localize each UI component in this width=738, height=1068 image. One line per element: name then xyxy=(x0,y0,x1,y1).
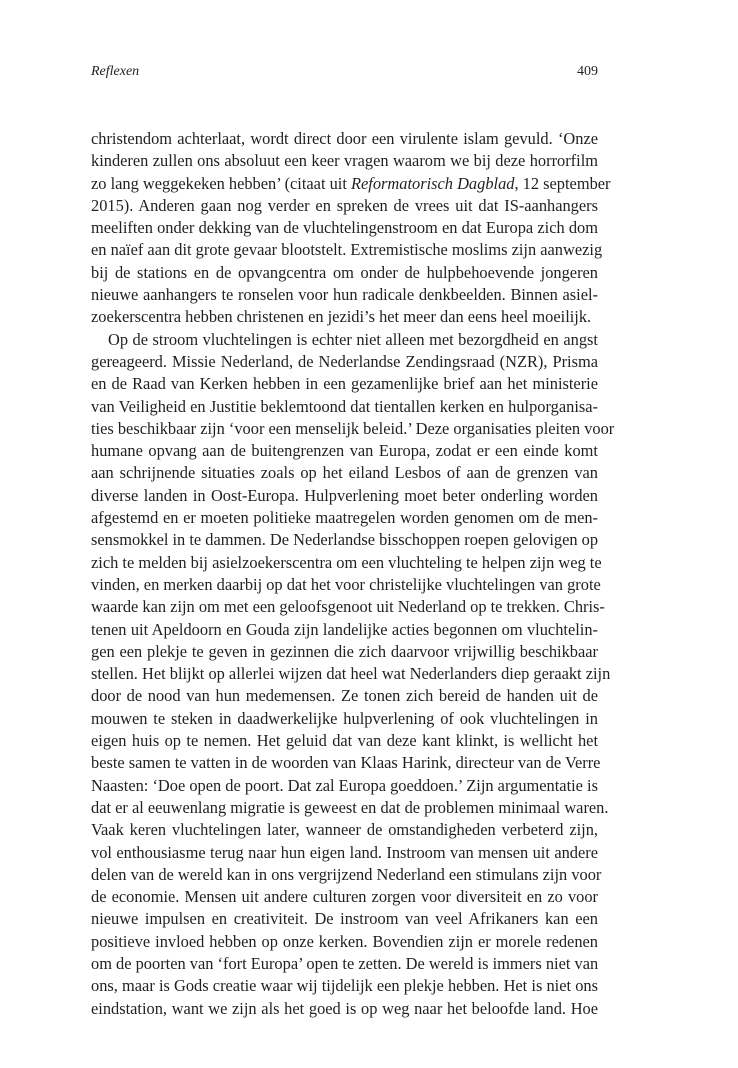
text-line xyxy=(91,730,598,752)
text-line xyxy=(91,752,601,774)
text-run: van Veiligheid en Justitie beklemtoond dat tientallen kerken en hulporganisa- xyxy=(91,396,598,416)
text-run: Naasten: ‘Doe open de poort. Dat zal Europa goeddoen.’ Zijn argumentatie is xyxy=(91,775,598,795)
text-line xyxy=(91,128,598,150)
text-run: dat er al eeuwenlang migratie is geweest en dat de problemen minimaal waren. xyxy=(91,797,609,817)
text-run: meeliften onder dekking van de vluchtelingenstroom en dat Europa zich dom xyxy=(91,218,598,238)
text-run: tenen uit Apeldoorn en Gouda zijn landelijke acties begonnen om vluchtelin- xyxy=(91,619,598,639)
text-line xyxy=(91,462,598,484)
text-line xyxy=(91,195,598,217)
text-run: vinden, en merken daarbij op dat het voor christelijke vluchtelingen van grote xyxy=(91,574,601,594)
text-line xyxy=(91,418,615,440)
text-run: de economie. Mensen uit andere culturen zorgen voor diversiteit en zo voor xyxy=(91,887,598,907)
text-line xyxy=(91,663,611,685)
text-run: nieuwe impulsen en creativiteit. De instroom van veel Afrikaners kan een xyxy=(91,909,598,929)
text-run: om de poorten van ‘fort Europa’ open te zetten. De wereld is immers niet van xyxy=(91,953,599,973)
text-run: aan schrijnende situaties zoals op het eiland Lesbos of aan de grenzen van xyxy=(91,463,598,483)
text-line xyxy=(91,685,598,707)
text-line xyxy=(91,373,598,395)
text-line xyxy=(91,842,598,864)
text-line xyxy=(91,775,598,797)
text-run: afgestemd en er moeten politieke maatregelen worden genomen om de men- xyxy=(91,508,598,528)
text-line xyxy=(91,998,598,1020)
text-run: Op de stroom vluchtelingen is echter niet alleen met bezorgdheid en angst xyxy=(108,329,598,349)
text-line xyxy=(91,396,598,418)
text-line xyxy=(91,351,598,373)
text-run: Vaak keren vluchtelingen later, wanneer de omstandigheden verbeterd zijn, xyxy=(91,820,598,840)
text-run: positieve invloed hebben op onze kerken. Bovendien zijn er morele redenen xyxy=(91,931,598,951)
text-run: bij de stations en de opvangcentra om onder de hulpbehoevende jongeren xyxy=(91,262,598,282)
text-run: zoekerscentra hebben christenen en jezidi’s het meer dan eens heel moeilijk. xyxy=(91,307,592,327)
text-run: gen een plekje te geven in gezinnen die zich daarvoor vrijwillig beschikbaar xyxy=(91,641,598,661)
text-run: eigen huis op te nemen. Het geluid dat van deze kant klinkt, is wellicht het xyxy=(91,731,598,751)
text-run: , 12 september xyxy=(514,173,611,193)
running-head xyxy=(91,64,598,84)
text-line xyxy=(91,886,598,908)
text-run: ons, maar is Gods creatie waar wij tijdelijk een plekje hebben. Het is niet ons xyxy=(91,976,598,996)
text-run: nieuwe aanhangers te ronselen voor hun radicale denkbeelden. Binnen asiel- xyxy=(91,285,598,305)
text-run: christendom achterlaat, wordt direct door een virulente islam gevuld. ‘Onze xyxy=(91,129,598,148)
text-run: waarde kan zijn om met een geloofsgenoot uit Nederland op te trekken. Chris- xyxy=(91,597,605,617)
page-number: 409 xyxy=(577,64,598,79)
text-line xyxy=(91,953,598,975)
text-line xyxy=(91,574,601,596)
text-run: zo lang weggekeken hebben’ (citaat uit xyxy=(91,173,352,193)
text-run: vol enthousiasme terug naar hun eigen land. Instroom van mensen uit andere xyxy=(91,842,598,862)
text-run: mouwen te steken in daadwerkelijke hulpverlening of ook vluchtelingen in xyxy=(91,708,598,728)
text-run: door de nood van hun medemensen. Ze tonen zich bereid de handen uit de xyxy=(91,686,598,706)
paragraph xyxy=(91,329,615,1020)
text-line xyxy=(91,173,611,195)
text-run: en de Raad van Kerken hebben in een gezamenlijke brief aan het ministerie xyxy=(91,374,598,394)
text-line xyxy=(91,284,598,306)
text-run: gereageerd. Missie Nederland, de Nederlandse Zendingsraad (NZR), Prisma xyxy=(91,351,598,371)
text-run: eindstation, want we zijn als het goed is op weg naar het beloofde land. Hoe xyxy=(91,998,598,1018)
text-run: delen van de wereld kan in ons vergrijzend Nederland een stimulans zijn voor xyxy=(91,864,602,884)
text-run: kinderen zullen ons absoluut een keer vragen waarom we bij deze horrorfilm xyxy=(91,151,598,171)
text-line xyxy=(91,908,598,930)
text-line xyxy=(91,306,598,328)
text-line xyxy=(91,485,598,507)
text-line xyxy=(91,507,598,529)
text-run: diverse landen in Oost-Europa. Hulpverlening moet beter onderling worden xyxy=(91,485,598,505)
text-line xyxy=(91,708,598,730)
text-line xyxy=(91,864,602,886)
text-line xyxy=(91,975,598,997)
text-line xyxy=(91,931,598,953)
text-run: zich te melden bij asielzoekerscentra om een vluchteling te helpen zijn weg te xyxy=(91,552,602,572)
text-line xyxy=(91,797,609,819)
text-line xyxy=(91,552,602,574)
text-run: sensmokkel in te dammen. De Nederlandse bisschoppen roepen gelovigen op xyxy=(91,530,599,550)
text-run: humane opvang aan de buitengrenzen van Europa, zodat er een einde komt xyxy=(91,441,598,461)
text-line xyxy=(91,150,598,172)
text-line xyxy=(91,440,598,462)
text-line xyxy=(91,262,598,284)
text-line xyxy=(91,217,598,239)
body-text xyxy=(91,128,615,1020)
text-line xyxy=(91,641,598,663)
italic-title: Reformatorisch Dagblad xyxy=(351,173,515,193)
text-line xyxy=(91,596,605,618)
text-run: beste samen te vatten in de woorden van Klaas Harink, directeur van de Verre xyxy=(91,753,601,773)
text-line xyxy=(91,239,603,261)
text-line xyxy=(91,529,598,551)
paragraph xyxy=(91,128,611,329)
text-line xyxy=(91,819,598,841)
running-title: Reflexen xyxy=(91,64,140,79)
text-run: 2015). Anderen gaan nog verder en spreken de vrees uit dat IS-aanhangers xyxy=(91,195,598,215)
text-run: stellen. Het blijkt op allerlei wijzen dat heel wat Nederlanders diep geraakt zijn xyxy=(91,664,611,684)
text-line xyxy=(91,329,598,351)
text-run: ties beschikbaar zijn ‘voor een menselijk beleid.’ Deze organisaties pleiten voor xyxy=(91,418,615,438)
text-line xyxy=(91,619,598,641)
text-run: en naïef aan dit grote gevaar blootstelt. Extremistische moslims zijn aanwezig xyxy=(91,240,603,260)
